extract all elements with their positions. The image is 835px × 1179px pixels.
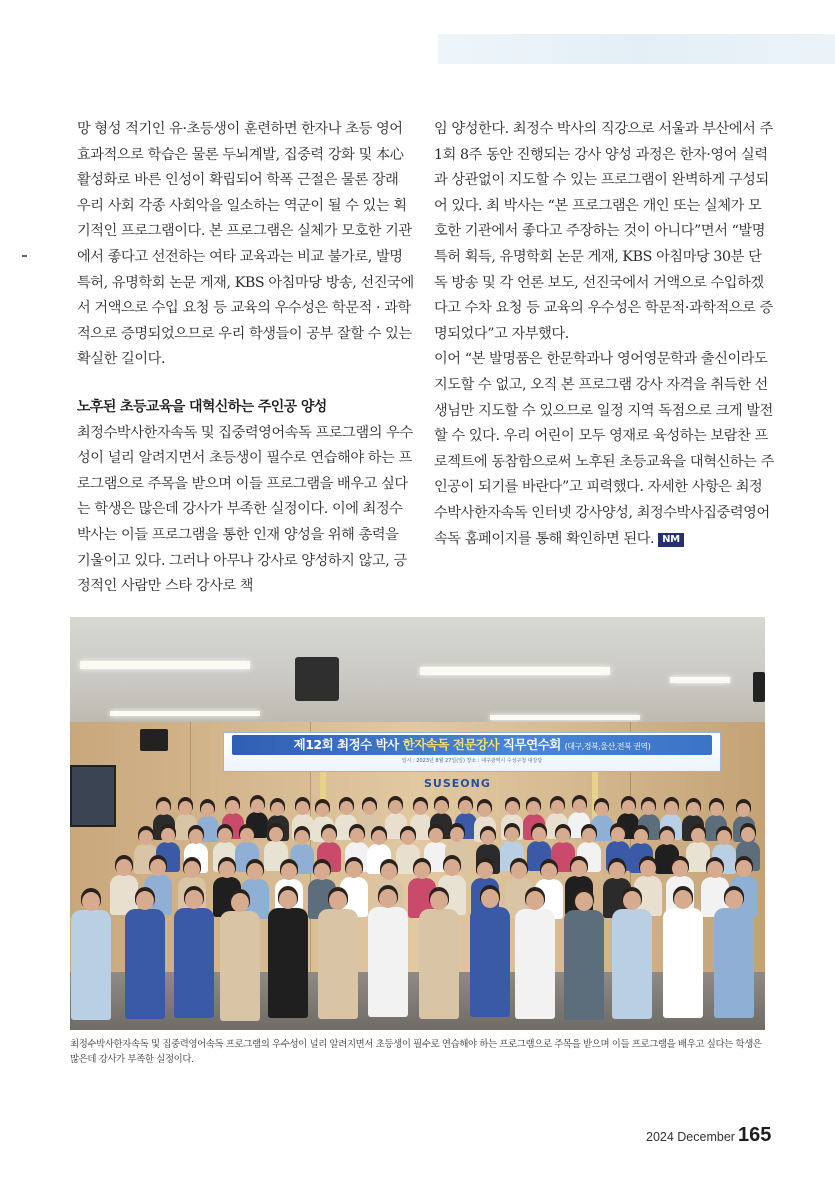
ceiling-light [110, 711, 260, 716]
banner-suffix: 직무연수회 [499, 737, 565, 752]
right-text-column [434, 117, 774, 552]
group-photo [70, 617, 765, 1030]
left-paragraph-1: 망 형성 적기인 유·초등생이 훈련하면 한자나 초등 영어 효과적으로 학습은 물론 두뇌계발, 집중력 강화 및 本心 활성화로 바른 인성이 확립되어 학폭 근절은 물론 장래 우리 사회 각종 사회악을 일소하는 역군이 될 수 있는 획기적인 프로그램이다. 본 프로그램은 실체가 모호한 기관에서 좋다고 선전하는 여타 교육과는 비교 불가로, 발명특허, 유명학회 논문 게재, KBS 아침마당 방송, 선진국에서 거액으로 수입 요청 등 교육의 우수성은 학문적 · 과학적으로 증명되었으므로 우리 학생들이 공부 잘할 수 있는 확실한 길이다. [77, 121, 414, 368]
right-paragraph-2-text: 이어 “본 발명품은 한문학과나 영어영문학과 출신이라도 지도할 수 없고, 오직 본 프로그램 강사 자격을 취득한 선생님만 지도할 수 있으므로 일정 지역 독점으로 크게 발전할 수 있다. 우리 어린이 모두 영재로 육성하는 보람찬 프로젝트에 동참함으로써 노후된 초등교육을 대혁신하는 주인공이 되기를 바란다”고 피력했다. 자세한 사항은 최정수박사한자속독 인터넷 강사양성, 최정수박사집중력영어속독 홈페이지를 통해 확인하면 된다. [434, 351, 774, 547]
issue-label: 2024 December [646, 1130, 735, 1144]
banner-prefix: 제12회 최정수 박사 [293, 737, 403, 752]
page-number: 165 [737, 1124, 772, 1146]
speaker [753, 672, 765, 702]
header-decoration-bar [438, 34, 835, 64]
right-paragraph-1: 임 양성한다. 최정수 박사의 직강으로 서울과 부산에서 주 1회 8주 동안 진행되는 강사 양성 과정은 한자·영어 실력과 상관없이 지도할 수 있는 프로그램이 완벽하게 구성되어 있다. 최 박사는 “본 프로그램은 개인 또는 실체가 모호한 기관에서 좋다고 주장하는 것이 아니다”면서 “발명특허 획득, 유명학회 논문 게재, KBS 아침마당 30분 단독 방송 및 각 언론 보도, 선진국에서 거액으로 수입하겠다고 수차 요청 등 교육의 우수성은 학문적·과학적으로 증명되었다”고 자부했다. [434, 121, 773, 342]
ceiling-light [490, 715, 640, 720]
banner-title [232, 735, 712, 755]
crowd [70, 787, 765, 1030]
projector [295, 657, 339, 701]
ceiling-light [80, 661, 250, 669]
margin-mark [22, 255, 27, 257]
left-paragraph-2: 최정수박사한자속독 및 집중력영어속독 프로그램의 우수성이 널리 알려지면서 초등생이 필수로 연습해야 하는 프로그램으로 주목을 받으며 이들 프로그램을 배우고 싶다는 학생은 많은데 강사가 부족한 실정이다. 이에 최정수 박사는 이들 프로그램을 통한 인재 양성을 위해 총력을 기울이고 있다. 그러나 아무나 강사로 양성하지 않고, 긍정적인 사람만 스타 강사로 책 [77, 424, 413, 595]
banner-subline: 일시 : 2023년 8월 27일(일) 장소 : 대구광역시 수성구청 대강당 [401, 758, 543, 764]
page-footer [646, 1124, 771, 1147]
ceiling-light [670, 677, 730, 683]
banner-region: (대구,경북,울산,전북 권역) [564, 742, 651, 751]
speaker [140, 729, 168, 751]
end-badge: NM [658, 533, 684, 547]
ceiling-light [420, 667, 610, 675]
left-text-column [77, 117, 415, 600]
section-subheading: 노후된 초등교육을 대혁신하는 주인공 양성 [77, 398, 327, 415]
banner-highlight: 한자속독 전문강사 [402, 737, 500, 752]
photo-caption: 최정수박사한자속독 및 집중력영어속독 프로그램의 우수성이 널리 알려지면서 초등생이 필수로 연습해야 하는 프로그램으로 주목을 받으며 이들 프로그램을 배우고 싶다는 학생은 많은데 강사가 부족한 실정이다. [70, 1039, 762, 1065]
district-logo: SUSEONG [424, 777, 491, 790]
right-paragraph-2 [434, 347, 774, 552]
event-banner [223, 732, 721, 772]
